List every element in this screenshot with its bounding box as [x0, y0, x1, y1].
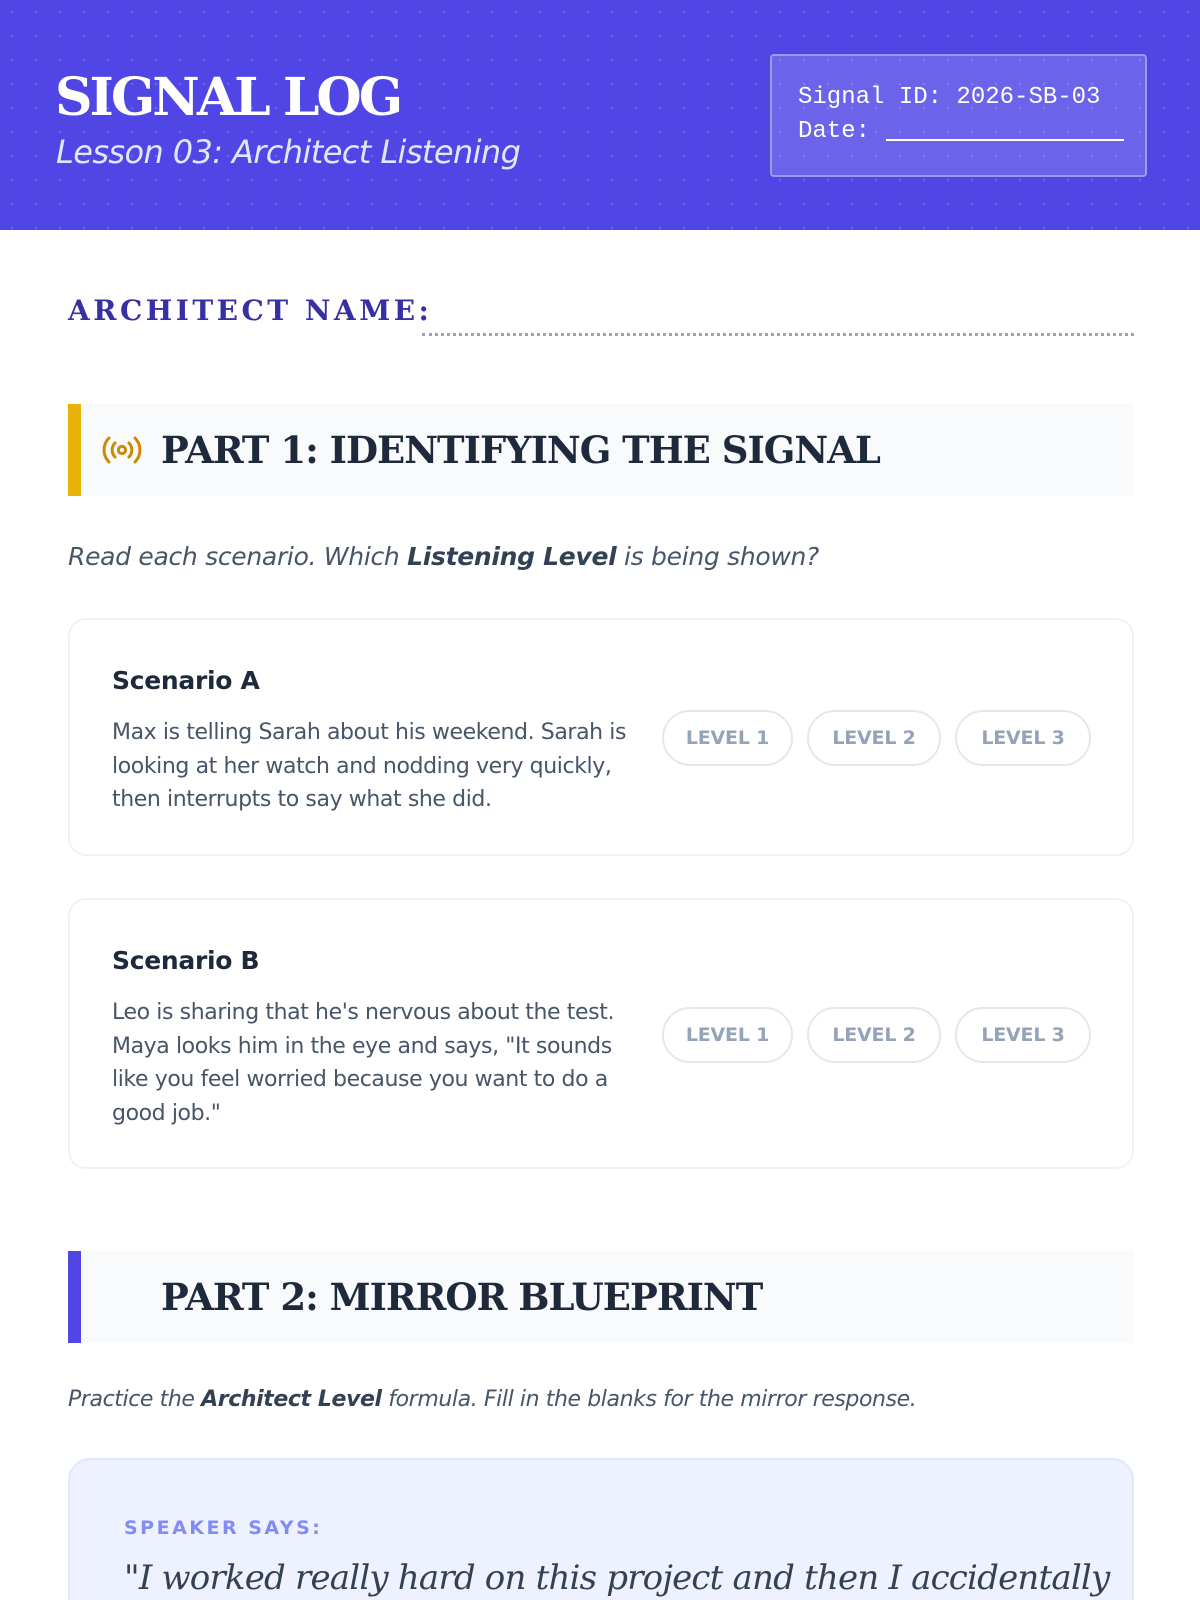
lesson-subtitle: Lesson 03: Architect Listening [56, 133, 521, 171]
part2-accent-bar [68, 1251, 81, 1343]
part1-header [68, 404, 1134, 496]
speaker-label: SPEAKER SAYS: [124, 1517, 323, 1539]
broadcast-signal-icon [102, 431, 142, 469]
part2-header [68, 1251, 1134, 1343]
scenario-text: Max is telling Sarah about his weekend. Sarah is looking at her watch and nodding very quickly, then interrupts to say what she did. [112, 720, 627, 812]
mirror-blueprint-box [68, 1458, 1134, 1600]
header-banner [0, 0, 1200, 230]
scenario-card-a [68, 618, 1134, 856]
level-2-button[interactable]: LEVEL 2 [807, 710, 941, 766]
part1-instruction: Read each scenario. Which Listening Level is being shown? [68, 542, 820, 571]
speaker-quote: "I worked really hard on this project and then I accidentally [124, 1558, 1110, 1598]
part1-title: PART 1: IDENTIFYING THE SIGNAL [161, 428, 880, 472]
part1-accent-bar [68, 404, 81, 496]
part2-title: PART 2: MIRROR BLUEPRINT [161, 1275, 763, 1319]
architect-name-field[interactable] [422, 333, 1134, 336]
date-field[interactable] [886, 119, 1124, 141]
scenario-text: Leo is sharing that he's nervous about the test. Maya looks him in the eye and says, "It sounds like you feel worried because you want to do a good job." [112, 1000, 615, 1126]
level-1-button[interactable]: LEVEL 1 [662, 1007, 793, 1063]
part2-instruction: Practice the Architect Level formula. Fill in the blanks for the mirror response. [68, 1387, 917, 1412]
date-row [798, 117, 1124, 147]
level-2-button[interactable]: LEVEL 2 [807, 1007, 941, 1063]
level-3-button[interactable]: LEVEL 3 [955, 1007, 1091, 1063]
level-3-button[interactable]: LEVEL 3 [955, 710, 1091, 766]
page-title: SIGNAL LOG [55, 67, 401, 128]
architect-name-label: ARCHITECT NAME: [68, 294, 433, 327]
scenario-title: Scenario A [112, 666, 260, 695]
date-label: Date: [798, 118, 871, 145]
scenario-title: Scenario B [112, 946, 260, 975]
scenario-card-b [68, 898, 1134, 1169]
signal-id: Signal ID: 2026-SB-03 [798, 84, 1101, 111]
signal-info-box [770, 54, 1147, 177]
level-1-button[interactable]: LEVEL 1 [662, 710, 793, 766]
